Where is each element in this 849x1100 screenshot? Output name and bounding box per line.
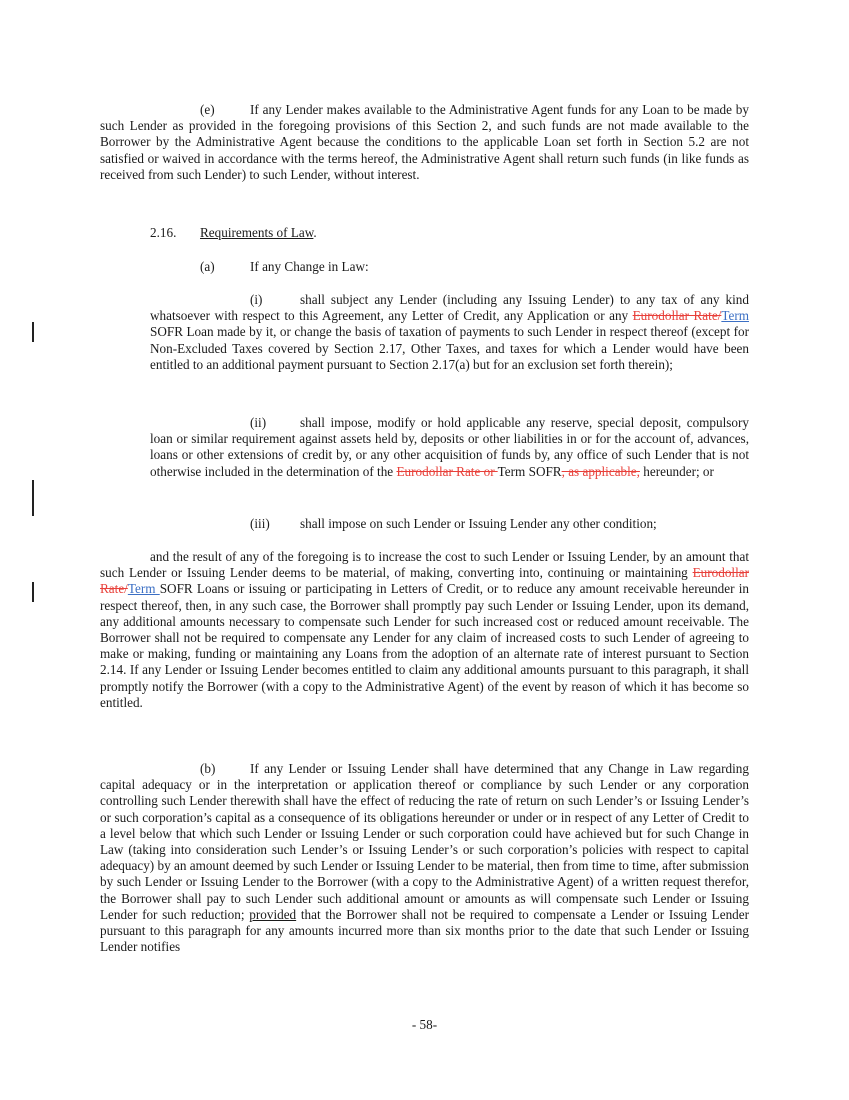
paragraph-a	[200, 259, 749, 275]
item-ii-label: (ii)	[250, 415, 267, 430]
change-bar	[32, 322, 34, 342]
paragraph-result: and the result of any of the foregoing is to increase the cost to such Lender or Issuing Lender, by an amount that such Lender or Issuing Lender deems to be material, of making, converting into, continuing or maintaining Eurodollar Rate/Term SOFR Loans or issuing or participating in Letters of Credit, or to reduce any amount receivable hereunder in respect thereof, then, in any such case, the Borrower shall promptly pay such Lender or Issuing Lender, upon its demand, any additional amounts necessary to compensate such Lender for such increased cost or reduced amount receivable. The Borrower shall not be required to compensate any Lender for any claim of increased costs to such Lender of agreeing to make or making, funding or maintaining any Loans from the adoption of an alternate rate of interest pursuant to Section 2.14. If any Lender or Issuing Lender becomes entitled to claim any additional amounts pursuant to this paragraph, it shall promptly notify the Borrower (with a copy to the Administrative Agent) of the event by reason of which it has become so entitled.	[100, 549, 750, 710]
provided-term: provided	[249, 906, 297, 922]
change-bar	[32, 582, 34, 602]
change-bar	[32, 480, 34, 516]
deleted-text: Eurodollar Rate/	[632, 308, 722, 324]
item-iii: (iii) shall impose on such Lender or Issuing Lender any other condition;	[250, 516, 657, 531]
section-number: 2.16.	[150, 225, 177, 240]
item-iii-label: (iii)	[250, 516, 270, 531]
deleted-text: , as applicable,	[561, 463, 640, 479]
item-i-label: (i)	[250, 292, 263, 307]
paragraph-b-label: (b)	[200, 761, 216, 776]
paragraph-e-text: If any Lender makes available to the Administrative Agent funds for any Loan to be made by such Lender as provided in the foregoing provisions of this Section 2, and such funds are not made available to the Borrower by the Administrative Agent because the conditions to the applicable Loan set forth in Section 5.2 are not satisfied or waived in accordance with the terms hereof, the Administrative Agent shall return such funds (in like funds as received from such Lender) to such Lender, without interest.	[100, 102, 749, 182]
item-ii: (ii) shall impose, modify or hold applicable any reserve, special deposit, compulsory loan or similar requirement against assets held by, deposits or other liabilities in or for the account of, advances, loans or other extensions of credit by, or any other acquisition of funds by, any office of such Lender that is not otherwise included in the determination of the Eurodollar Rate or Term SOFR, as applicable, hereunder; or	[150, 415, 749, 479]
deleted-text: Eurodollar Rate or	[396, 463, 498, 479]
paragraph-e-label: (e)	[200, 102, 215, 117]
paragraph-a-text: If any Change in Law:	[250, 259, 369, 274]
deleted-text: Eurodollar Rate/	[100, 565, 749, 597]
page-number: - 58-	[411, 1017, 438, 1032]
section-title: Requirements of Law	[200, 225, 314, 240]
paragraph-b: (b) If any Lender or Issuing Lender shall have determined that any Change in Law regarding capital adequacy or in the interpretation or application thereof or compliance by such Lender or any corporation controlling such Lender therewith shall have the effect of reducing the rate of return on such Lender’s or Issuing Lender’s or such corporation’s capital as a consequence of its obligations hereunder or under or in respect of any Letter of Credit to a level below that which such Lender or Issuing Lender or such corporation could have achieved but for such Change in Law (taking into consideration such Lender’s or Issuing Lender’s or such corporation’s policies with respect to capital adequacy) by an amount deemed by such Lender or Issuing Lender to be material, then from time to time, after submission by such Lender or Issuing Lender to the Borrower (with a copy to the Administrative Agent) of a written request therefor, the Borrower shall pay to such Lender such additional amount or amounts as will compensate such Lender or Issuing Lender for such reduction; provided that the Borrower shall not be required to compensate a Lender or Issuing Lender pursuant to this paragraph for any amounts incurred more than six months prior to the date that such Lender or Issuing Lender notifies	[100, 761, 750, 955]
inserted-text: Term	[721, 308, 749, 324]
section-heading: 2.16. Requirements of Law.	[150, 225, 317, 240]
paragraph-e	[100, 102, 749, 183]
item-i: (i) shall subject any Lender (including any Issuing Lender) to any tax of any kind whatsoever with respect to this Agreement, any Letter of Credit, any Application or any Eurodollar Rate/Term SOFR Loan made by it, or change the basis of taxation of payments to such Lender in respect thereof (except for Non-Excluded Taxes covered by Section 2.17, Other Taxes, and taxes for which a Lender would have been entitled to an additional payment pursuant to Section 2.17(a) but for an exclusion set forth therein);	[150, 292, 749, 372]
inserted-text: Term	[127, 581, 160, 597]
paragraph-a-label: (a)	[200, 259, 215, 274]
